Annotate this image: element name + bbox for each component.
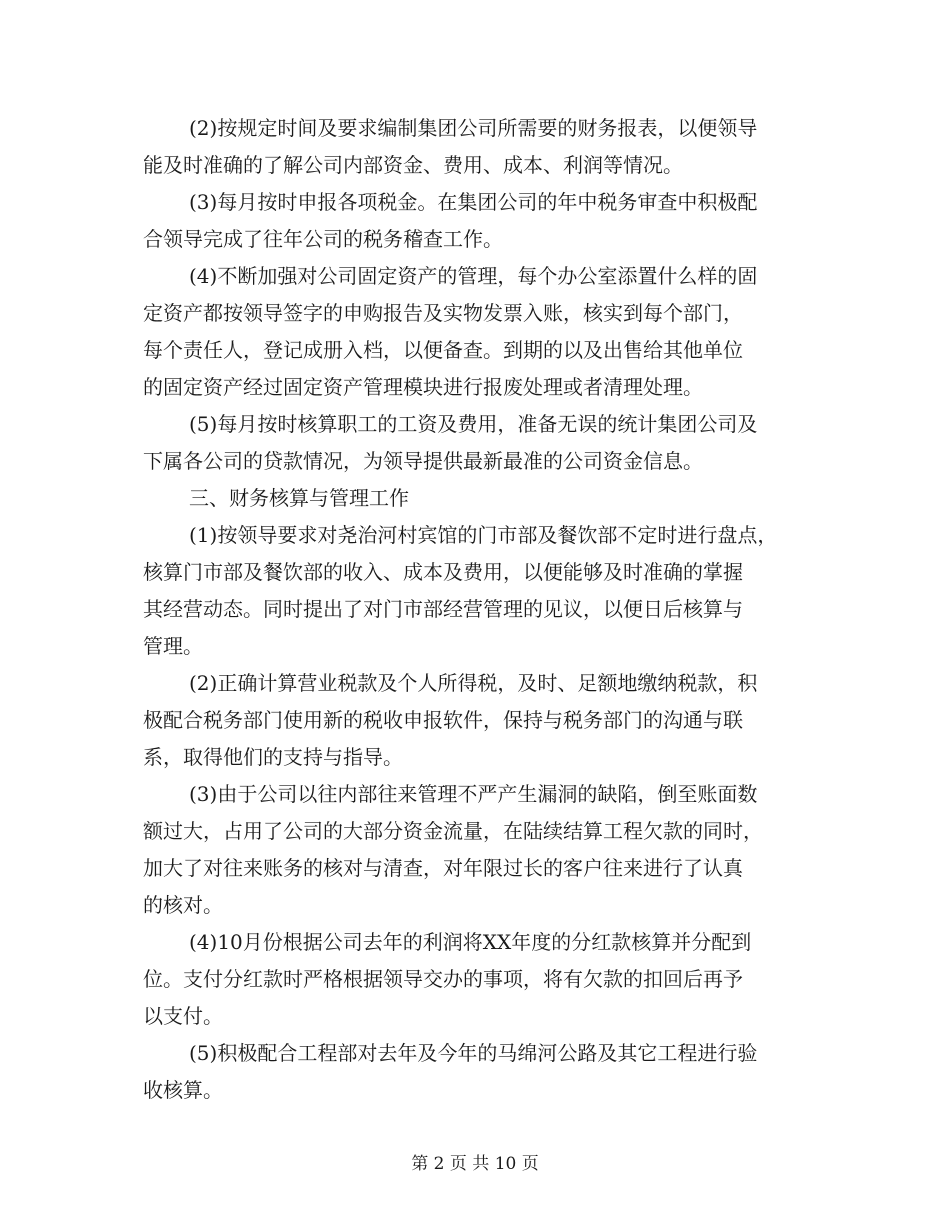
text-line: (3)每月按时申报各项税金。在集团公司的年中税务审查中积极配 [189,190,758,214]
text-line: (2)按规定时间及要求编制集团公司所需要的财务报表，以便领导 [189,116,758,140]
text-line: (4)不断加强对公司固定资产的管理，每个办公室添置什么样的固 [189,264,758,288]
text-line: 下属各公司的贷款情况，为领导提供最新最准的公司资金信息。 [143,449,703,473]
text-line: (2)正确计算营业税款及个人所得税，及时、足额地缴纳税款，积 [189,671,758,695]
text-line: 系，取得他们的支持与指导。 [143,745,403,769]
text-line: 以支付。 [143,1004,223,1028]
page-footer: 第 2 页 共 10 页 [411,1154,539,1174]
text-line: 收核算。 [143,1078,223,1102]
text-line: 其经营动态。同时提出了对门市部经营管理的见议，以便日后核算与 [143,597,743,621]
text-line: (5)积极配合工程部对去年及今年的马绵河公路及其它工程进行验 [189,1041,758,1065]
text-line: (4)10月份根据公司去年的利润将XX年度的分红款核算并分配到 [189,930,752,954]
text-line: 加大了对往来账务的核对与清查，对年限过长的客户往来进行了认真 [143,856,743,880]
text-line: 管理。 [143,634,203,658]
text-line: 定资产都按领导签字的申购报告及实物发票入账，核实到每个部门， [143,301,743,325]
text-line: (3)由于公司以往内部往来管理不严产生漏洞的缺陷，倒至账面数 [189,782,758,806]
text-line: 位。支付分红款时严格根据领导交办的事项，将有欠款的扣回后再予 [143,967,743,991]
text-line: 能及时准确的了解公司内部资金、费用、成本、利润等情况。 [143,153,683,177]
text-line: 极配合税务部门使用新的税收申报软件，保持与税务部门的沟通与联 [143,708,743,732]
text-line: 合领导完成了往年公司的税务稽查工作。 [143,227,503,251]
text-line: 核算门市部及餐饮部的收入、成本及费用，以便能够及时准确的掌握 [143,560,743,584]
document-body [143,110,823,1109]
text-line: (5)每月按时核算职工的工资及费用，准备无误的统计集团公司及 [189,412,758,436]
text-line: 的固定资产经过固定资产管理模块进行报废处理或者清理处理。 [143,375,703,399]
text-line: (1)按领导要求对尧治河村宾馆的门市部及餐饮部不定时进行盘点， [189,523,778,547]
text-line: 每个责任人，登记成册入档，以便备查。到期的以及出售给其他单位 [143,338,743,362]
text-line: 三、财务核算与管理工作 [189,486,409,510]
text-line: 额过大，占用了公司的大部分资金流量，在陆续结算工程欠款的同时， [143,819,763,843]
text-line: 的核对。 [143,893,223,917]
